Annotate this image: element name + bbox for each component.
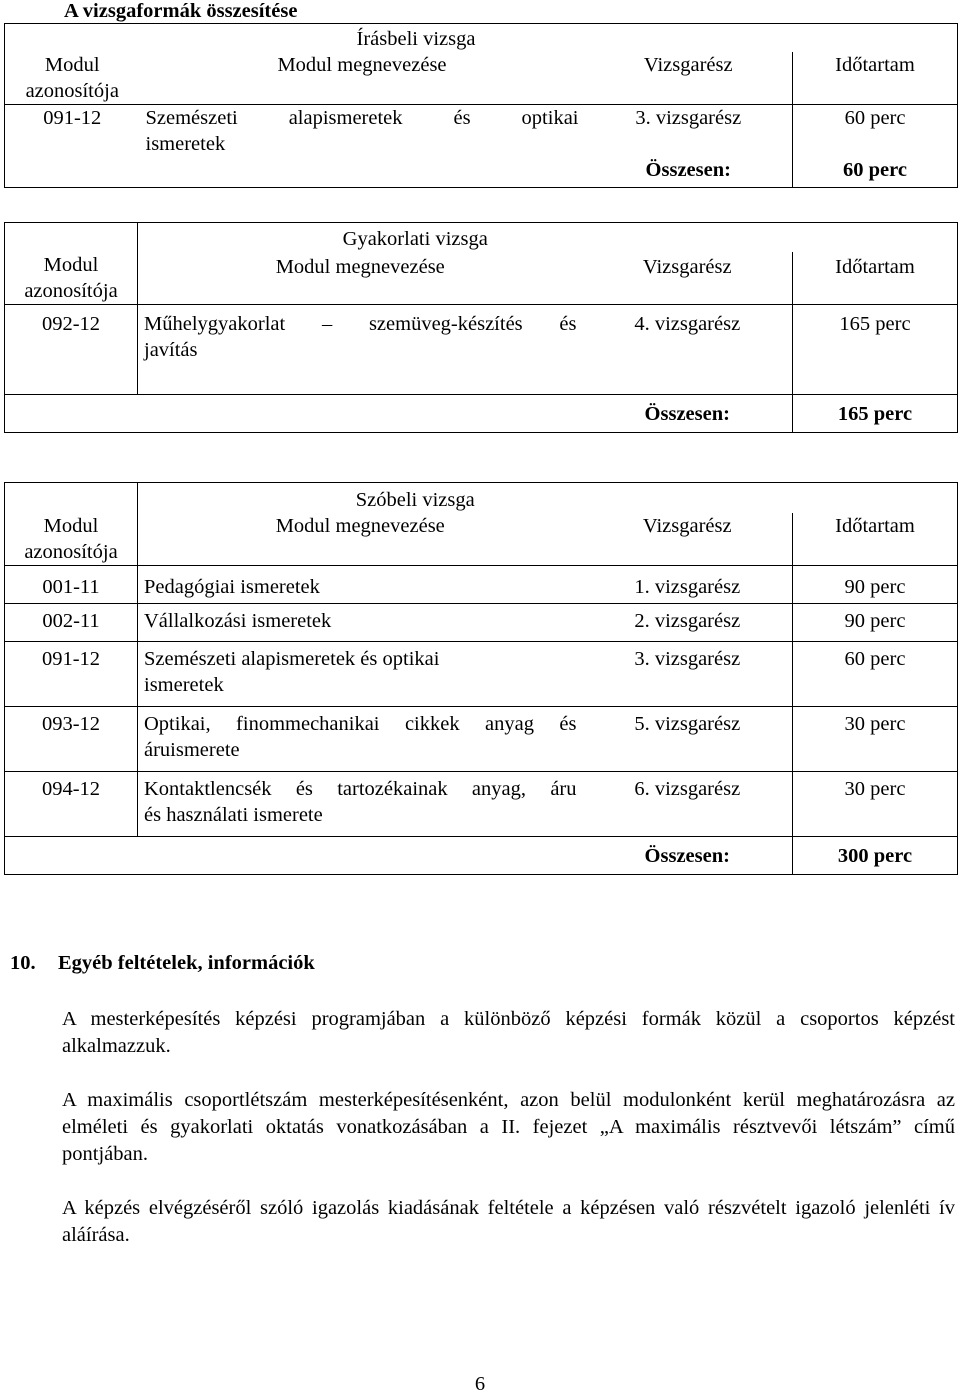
section-title: Egyéb feltételek, információk [58,952,315,974]
total-row: Összesen: 165 perc [5,395,958,433]
practical-exam-heading: Gyakorlati vizsga [342,228,488,250]
table-row: 092-12 Műhelygyakorlat – szemüveg-készítés és javítás 4. vizsgarész 165 perc [5,305,958,395]
col-header-exam-part: Vizsgarész [585,52,793,105]
col-header-module-id: Modul azonosítója [5,52,140,105]
total-row: Összesen: 300 perc [5,837,958,875]
col-header-module-name: Modul megnevezése [275,256,445,278]
section-heading [10,952,315,975]
section-number: 10. [10,952,36,974]
col-header-exam-part: Vizsgarész [583,513,793,566]
col-header-duration: Időtartam [793,513,958,566]
page-title: A vizsgaformák összesítése [64,0,298,22]
col-header-module-id: Modul azonosítója [5,513,138,566]
col-header-module-id: Modul azonosítója [5,252,138,305]
table-row: 093-12 Optikai, finommechanikai cikkek anyag és áruismerete 5. vizsgarész 30 perc [5,707,958,772]
col-header-duration: Időtartam [793,52,958,105]
total-row: Összesen: 60 perc [5,157,958,188]
paragraph: A maximális csoportlétszám mesterképesítésenként, azon belül modulonként kerül meghatározásra az elméleti és gyakorlati oktatás vonatkozásában a II. fejezet „A maximális résztvevői létszám” című pontjában. [62,1089,955,1165]
written-exam-heading: Írásbeli vizsga [356,28,476,50]
practical-exam-table [4,222,958,433]
table-row: 094-12 Kontaktlencsék és tartozékainak anyag, áru és használati ismerete 6. vizsgarész 30 perc [5,772,958,837]
col-header-module-name: Modul megnevezése [275,515,445,537]
written-exam-table [4,23,958,188]
table-row: 001-11 Pedagógiai ismeretek 1. vizsgarész 90 perc [5,566,958,604]
table-row: 002-11 Vállalkozási ismeretek 2. vizsgarész 90 perc [5,604,958,642]
col-header-module-name: Modul megnevezése [277,54,447,76]
oral-exam-heading: Szóbeli vizsga [355,489,475,511]
col-header-duration: Időtartam [793,252,958,305]
page-number: 6 [474,1373,486,1395]
table-row: 091-12 Szemészeti alapismeretek és optikai ismeretek 3. vizsgarész 60 perc [5,642,958,707]
oral-exam-table [4,482,958,875]
paragraph: A képzés elvégzéséről szóló igazolás kiadásának feltétele a képzésen való részvételt igazoló jelenléti ív aláírása. [62,1197,955,1246]
paragraph: A mesterképesítés képzési programjában a különböző képzési formák közül a csoportos képzést alkalmazzuk. [62,1008,955,1057]
table-row: 091-12 Szemészeti alapismeretek és optikai ismeretek 3. vizsgarész 60 perc [5,105,958,158]
col-header-exam-part: Vizsgarész [583,252,793,305]
